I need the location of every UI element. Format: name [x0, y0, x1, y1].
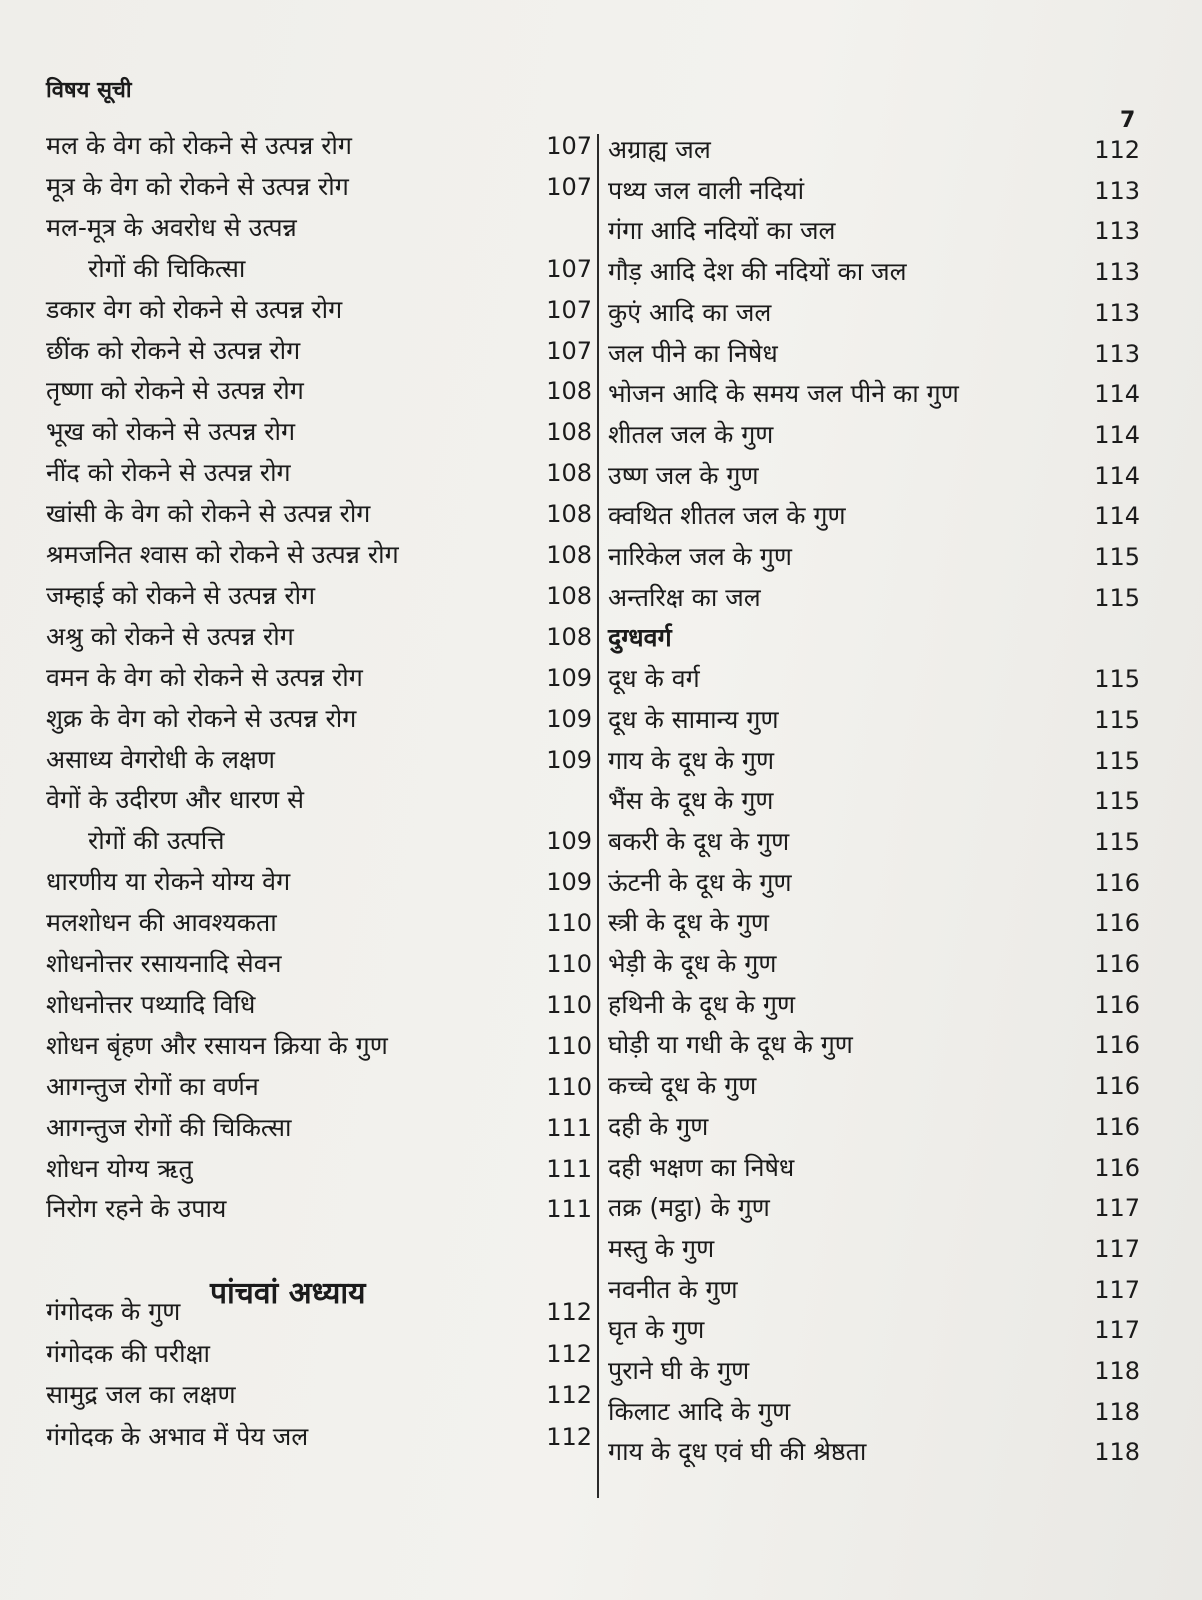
toc-entry-title: शोधन योग्य ऋतु — [46, 1153, 193, 1183]
toc-entry-title: छींक को रोकने से उत्पन्न रोग — [46, 335, 301, 365]
toc-entry-title: नारिकेल जल के गुण — [608, 542, 792, 571]
toc-entry-title: शोधनोत्तर रसायनादि सेवन — [46, 949, 282, 978]
toc-entry — [46, 1292, 592, 1332]
toc-entry-title: डकार वेग को रोकने से उत्पन्न रोग — [46, 294, 343, 324]
toc-entry-title: दही के गुण — [608, 1111, 709, 1141]
toc-entry-page: 108 — [546, 377, 592, 406]
toc-entry-page: 109 — [546, 663, 592, 692]
toc-entry-title: कच्चे दूध के गुण — [608, 1071, 757, 1101]
toc-entry-title: नींद को रोकने से उत्पन्न रोग — [46, 458, 291, 488]
toc-entry-title: जम्हाई को रोकने से उत्पन्न रोग — [46, 580, 316, 610]
toc-entry-title: गाय के दूध के गुण — [608, 745, 775, 775]
toc-entry — [608, 903, 1140, 943]
toc-entry — [46, 1189, 592, 1229]
toc-entry-title: गौड़ आदि देश की नदियों का जल — [608, 257, 907, 287]
toc-entry — [46, 331, 592, 371]
toc-entry — [608, 1270, 1140, 1310]
toc-entry — [608, 659, 1140, 699]
toc-entry-title: हथिनी के दूध के गुण — [608, 989, 796, 1019]
toc-entry — [608, 1107, 1140, 1147]
toc-entry — [608, 781, 1140, 821]
toc-entry — [608, 822, 1140, 862]
toc-entry — [46, 208, 592, 248]
toc-entry-page: 113 — [1094, 298, 1140, 327]
toc-entry-title: दही भक्षण का निषेध — [608, 1152, 795, 1182]
toc-entry — [608, 1025, 1140, 1065]
toc-entry-title: नवनीत के गुण — [608, 1274, 738, 1304]
toc-entry-page: 107 — [546, 336, 592, 365]
toc-entry-title: घोड़ी या गधी के दूध के गुण — [608, 1030, 853, 1060]
toc-entry — [46, 249, 592, 289]
toc-entry-page: 108 — [546, 500, 592, 529]
toc-entry-title: धारणीय या रोकने योग्य वेग — [46, 867, 291, 897]
toc-entry-page: 116 — [1094, 950, 1140, 978]
toc-entry-page: 111 — [546, 1195, 592, 1224]
toc-entry-page: 112 — [1094, 136, 1140, 164]
toc-entry — [46, 821, 592, 861]
toc-entry-page: 107 — [546, 172, 592, 201]
toc-entry-title: तक्र (मट्ठा) के गुण — [608, 1193, 770, 1223]
chapter-heading: पांचवां अध्याय — [210, 1276, 366, 1311]
toc-entry — [46, 126, 592, 166]
toc-entry-page: 115 — [1094, 665, 1140, 694]
toc-entry-page: 110 — [546, 1031, 592, 1060]
toc-entry-page: 114 — [1094, 502, 1140, 531]
toc-entry-page: 117 — [1094, 1316, 1140, 1345]
toc-entry-title: शुक्र के वेग को रोकने से उत्पन्न रोग — [46, 703, 357, 733]
toc-entry-page: 108 — [546, 459, 592, 488]
toc-entry — [46, 535, 592, 575]
toc-entry-page: 112 — [546, 1298, 592, 1326]
toc-entry — [608, 252, 1140, 292]
toc-entry-title: आगन्तुज रोगों का वर्णन — [46, 1071, 259, 1101]
toc-entry-page: 118 — [1094, 1357, 1140, 1385]
toc-entry-page: 116 — [1094, 909, 1140, 938]
section-heading: दुग्धवर्ग — [608, 623, 672, 653]
toc-entry — [608, 537, 1140, 577]
toc-entry-page: 109 — [546, 745, 592, 774]
toc-entry-page: 116 — [1094, 1031, 1140, 1060]
toc-entry-page: 114 — [1094, 380, 1140, 409]
toc-entry-title: वेगों के उदीरण और धारण से — [46, 785, 304, 815]
toc-entry-page: 110 — [546, 1072, 592, 1101]
toc-entry-title: गंगोदक के गुण — [46, 1297, 181, 1326]
toc-entry-page: 117 — [1094, 1275, 1140, 1304]
toc-entry — [608, 1148, 1140, 1188]
toc-entry-page: 109 — [546, 704, 592, 733]
toc-entry-title: भैंस के दूध के गुण — [608, 786, 774, 816]
toc-entry-page: 115 — [1094, 787, 1140, 816]
toc-entry-page: 113 — [1094, 217, 1140, 246]
toc-entry-title: मस्तु के गुण — [608, 1233, 715, 1263]
toc-entry-page: 112 — [546, 1422, 592, 1451]
toc-entry-title: कुएं आदि का जल — [608, 297, 772, 327]
toc-entry-title: अश्रु को रोकने से उत्पन्न रोग — [46, 621, 294, 651]
toc-entry-page: 117 — [1094, 1194, 1140, 1223]
toc-entry-page: 113 — [1094, 339, 1140, 368]
toc-entry-page: 118 — [1094, 1397, 1140, 1426]
toc-entry-page: 108 — [546, 581, 592, 610]
toc-entry-title: असाध्य वेगरोधी के लक्षण — [46, 744, 275, 774]
toc-entry-title: गंगोदक के अभाव में पेय जल — [46, 1421, 309, 1451]
toc-entry-title: घृत के गुण — [608, 1315, 705, 1345]
page-number: 7 — [1120, 108, 1136, 133]
toc-entry-page: 110 — [546, 990, 592, 1019]
toc-entry — [608, 1351, 1140, 1391]
toc-entry — [608, 1432, 1140, 1472]
toc-entry — [608, 496, 1140, 536]
toc-entry-title: अग्राह्य जल — [608, 135, 711, 164]
toc-entry-title: गाय के दूध एवं घी की श्रेष्ठता — [608, 1437, 867, 1467]
toc-entry-page: 116 — [1094, 990, 1140, 1019]
toc-entry-title: दूध के सामान्य गुण — [608, 704, 779, 734]
toc-entry — [46, 1417, 592, 1457]
toc-entry-page: 113 — [1094, 176, 1140, 205]
toc-entry — [608, 374, 1140, 414]
toc-entry-title: वमन के वेग को रोकने से उत्पन्न रोग — [46, 662, 363, 692]
toc-entry — [46, 412, 592, 452]
toc-entry — [46, 576, 592, 616]
toc-entry — [46, 1334, 592, 1374]
toc-entry — [46, 617, 592, 657]
toc-entry — [608, 334, 1140, 374]
toc-entry-title: मलशोधन की आवश्यकता — [46, 908, 277, 938]
toc-entry — [608, 171, 1140, 211]
toc-entry-title: मूत्र के वेग को रोकने से उत्पन्न रोग — [46, 171, 349, 201]
toc-entry-page: 116 — [1094, 1153, 1140, 1182]
toc-entry-title: शीतल जल के गुण — [608, 419, 774, 449]
toc-entry-page: 109 — [546, 827, 592, 856]
toc-entry-title: किलाट आदि के गुण — [608, 1396, 791, 1426]
toc-entry-page: 107 — [546, 295, 592, 324]
toc-entry-page: 114 — [1094, 420, 1140, 449]
toc-entry — [46, 494, 592, 534]
toc-entry — [46, 944, 592, 984]
toc-entry-page: 118 — [1094, 1438, 1140, 1467]
toc-entry — [46, 658, 592, 698]
toc-entry-title: श्रमजनित श्वास को रोकने से उत्पन्न रोग — [46, 540, 399, 569]
toc-entry-page: 115 — [1094, 543, 1140, 571]
toc-entry — [46, 1108, 592, 1148]
toc-entry — [608, 415, 1140, 455]
toc-entry — [608, 1310, 1140, 1350]
toc-entry-page: 114 — [1094, 461, 1140, 490]
toc-entry — [46, 1149, 592, 1189]
toc-entry — [46, 985, 592, 1025]
toc-entry — [46, 1067, 592, 1107]
toc-entry-page: 115 — [1094, 583, 1140, 612]
toc-entry — [46, 167, 592, 207]
toc-entry-page: 108 — [546, 418, 592, 447]
toc-entry-page: 115 — [1094, 746, 1140, 775]
toc-entry-page: 108 — [546, 622, 592, 651]
toc-entry-title: पुराने घी के गुण — [608, 1356, 750, 1385]
toc-entry-title: पथ्य जल वाली नदियां — [608, 175, 805, 205]
toc-entry-title: आगन्तुज रोगों की चिकित्सा — [46, 1112, 292, 1142]
toc-entry-title: गंगा आदि नदियों का जल — [608, 216, 836, 246]
toc-entry-page: 111 — [546, 1113, 592, 1142]
running-header: विषय सूची — [46, 78, 132, 103]
toc-entry-title: उष्ण जल के गुण — [608, 460, 759, 490]
toc-entry-page: 112 — [546, 1381, 592, 1409]
toc-entry-title: ऊंटनी के दूध के गुण — [608, 867, 792, 897]
toc-entry-title: तृष्णा को रोकने से उत्पन्न रोग — [46, 376, 304, 406]
toc-entry — [608, 456, 1140, 496]
toc-entry-title: गंगोदक की परीक्षा — [46, 1338, 210, 1368]
toc-entry-title: मल-मूत्र के अवरोध से उत्पन्न — [46, 212, 297, 242]
toc-entry-page: 108 — [546, 541, 592, 569]
toc-entry-page: 110 — [546, 909, 592, 938]
toc-entry-title: दूध के वर्ग — [608, 664, 700, 694]
toc-entry-title: शोधनोत्तर पथ्यादि विधि — [46, 989, 256, 1019]
toc-entry — [608, 985, 1140, 1025]
toc-entry — [608, 863, 1140, 903]
toc-entry-title: स्त्री के दूध के गुण — [608, 908, 769, 938]
toc-entry — [46, 453, 592, 493]
toc-entry — [46, 699, 592, 739]
toc-entry — [46, 371, 592, 411]
toc-entry-title: भूख को रोकने से उत्पन्न रोग — [46, 417, 296, 447]
column-divider — [597, 134, 599, 1498]
toc-entry-page: 117 — [1094, 1234, 1140, 1263]
toc-entry — [46, 1375, 592, 1415]
toc-entry-title: बकरी के दूध के गुण — [608, 826, 790, 856]
toc-entry-page: 113 — [1094, 258, 1140, 287]
toc-entry-page: 112 — [546, 1339, 592, 1368]
toc-entry-page: 109 — [546, 868, 592, 897]
toc-entry — [608, 130, 1140, 170]
toc-entry — [608, 211, 1140, 251]
toc-entry-page: 115 — [1094, 827, 1140, 856]
toc-entry — [46, 903, 592, 943]
toc-entry-title: अन्तरिक्ष का जल — [608, 582, 761, 612]
toc-entry-title: निरोग रहने के उपाय — [46, 1194, 227, 1224]
toc-entry-page: 111 — [546, 1154, 592, 1183]
toc-entry-page: 110 — [546, 950, 592, 978]
toc-entry — [46, 290, 592, 330]
toc-entry-page: 116 — [1094, 868, 1140, 897]
toc-entry-title: रोगों की उत्पत्ति — [88, 826, 225, 856]
toc-entry-page: 115 — [1094, 705, 1140, 734]
toc-entry-page: 116 — [1094, 1112, 1140, 1141]
toc-entry — [608, 700, 1140, 740]
toc-entry-title: जल पीने का निषेध — [608, 338, 778, 368]
toc-entry — [608, 741, 1140, 781]
toc-entry — [608, 618, 1140, 658]
toc-entry-title: खांसी के वेग को रोकने से उत्पन्न रोग — [46, 499, 371, 529]
toc-entry-title: भोजन आदि के समय जल पीने का गुण — [608, 379, 959, 409]
toc-entry-title: रोगों की चिकित्सा — [88, 253, 246, 283]
toc-entry-page: 107 — [546, 132, 592, 160]
toc-entry — [46, 740, 592, 780]
toc-entry — [608, 1229, 1140, 1269]
toc-entry — [46, 1026, 592, 1066]
toc-entry — [608, 1188, 1140, 1228]
toc-entry-page: 107 — [546, 254, 592, 283]
toc-entry — [608, 1392, 1140, 1432]
toc-entry-title: शोधन बृंहण और रसायन क्रिया के गुण — [46, 1030, 388, 1060]
toc-entry-title: मल के वेग को रोकने से उत्पन्न रोग — [46, 131, 352, 160]
toc-entry — [46, 862, 592, 902]
toc-entry — [46, 780, 592, 820]
toc-entry — [608, 944, 1140, 984]
toc-entry-page: 116 — [1094, 1072, 1140, 1101]
toc-entry-title: सामुद्र जल का लक्षण — [46, 1380, 236, 1409]
toc-entry — [608, 293, 1140, 333]
toc-entry-title: क्वथित शीतल जल के गुण — [608, 501, 846, 531]
toc-entry-title: भेड़ी के दूध के गुण — [608, 949, 777, 978]
toc-entry — [608, 578, 1140, 618]
toc-entry — [608, 1066, 1140, 1106]
